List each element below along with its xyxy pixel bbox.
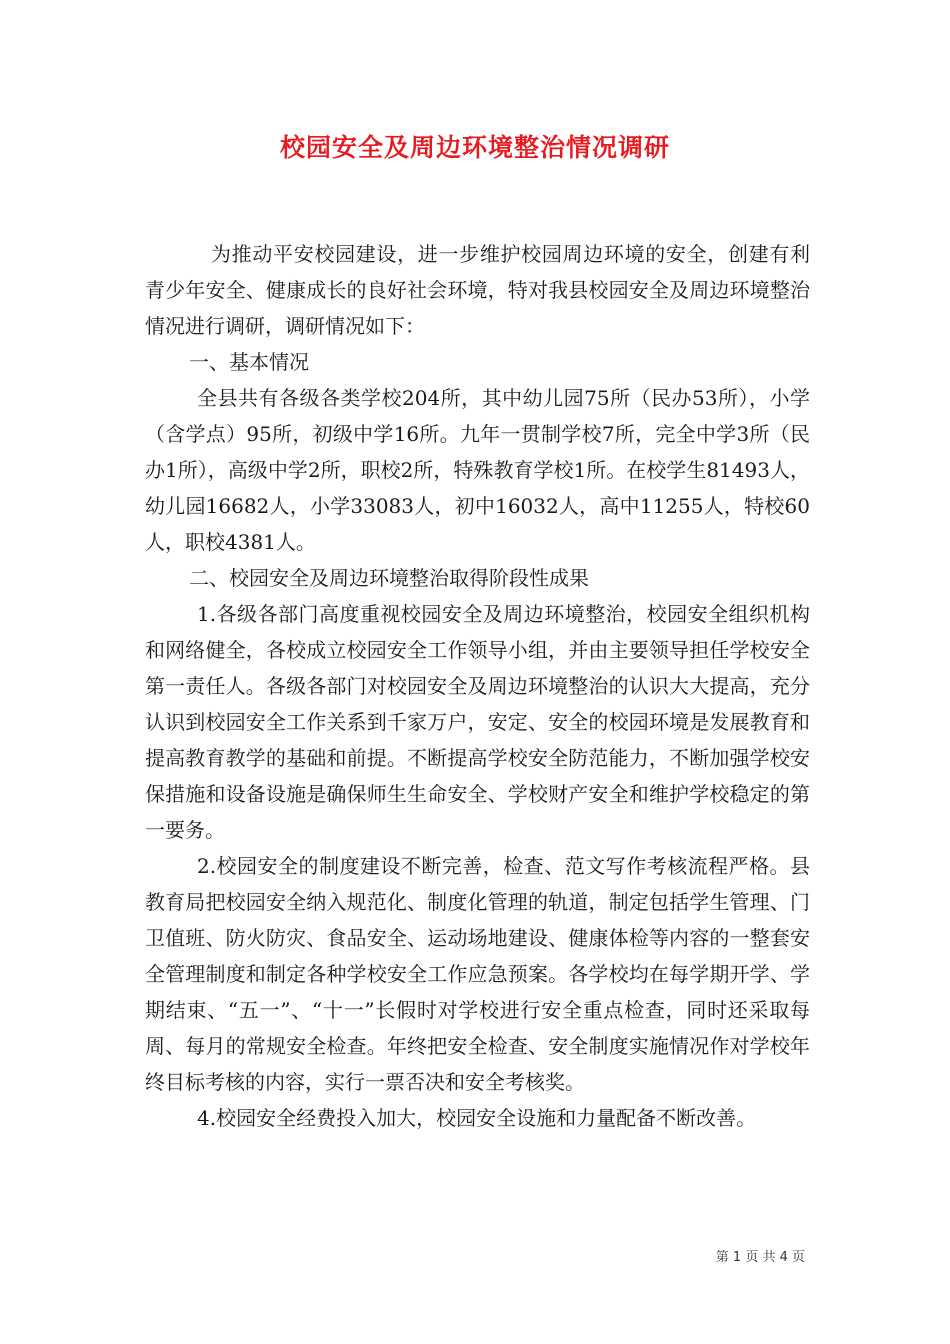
achievement-paragraph-2: 2.校园安全的制度建设不断完善，检查、范文写作考核流程严格。县教育局把校园安全纳入规范化、制度化管理的轨道，制定包括学生管理、门卫值班、防火防灾、食品安全、运动场地建设、健康体检等内容的一整套安全管理制度和制定各种学校安全工作应急预案。各学校均在每学期开学、学期结束、“五一”、“十一”长假时对学校进行安全重点检查，同时还采取每周、每月的常规安全检查。年终把安全检查、安全制度实施情况作对学校年终目标考核的内容，实行一票否决和安全考核奖。 [145, 854, 810, 1094]
intro-paragraph: 为推动平安校园建设，进一步维护校园周边环境的安全，创建有利青少年安全、健康成长的良好社会环境，特对我县校园安全及周边环境整治情况进行调研，调研情况如下： [145, 242, 810, 338]
achievement-paragraph-4: 4.校园安全经费投入加大，校园安全设施和力量配备不断改善。 [197, 1106, 757, 1130]
document-title: 校园安全及周边环境整治情况调研 [279, 133, 670, 162]
document-body [145, 236, 810, 1136]
basic-info-paragraph: 全县共有各级各类学校204所，其中幼儿园75所（民办53所），小学（含学点）95所，初级中学16所。九年一贯制学校7所，完全中学3所（民办1所），高级中学2所，职校2所，特殊教育学校1所。在校学生81493人，幼儿园16682人，小学33083人，初中16032人，高中11255人，特校60人，职校4381人。 [145, 386, 810, 554]
achievement-paragraph-1: 1.各级各部门高度重视校园安全及周边环境整治，校园安全组织机构和网络健全，各校成立校园安全工作领导小组，并由主要领导担任学校安全第一责任人。各级各部门对校园安全及周边环境整治的认识大大提高，充分认识到校园安全工作关系到千家万户，安定、安全的校园环境是发展教育和提高教育教学的基础和前提。不断提高学校安全防范能力，不断加强学校安保措施和设备设施是确保师生生命安全、学校财产安全和维护学校稳定的第一要务。 [145, 602, 810, 842]
page-number: 第 1 页 共 4 页 [715, 1250, 805, 1265]
section-heading-achievements: 二、校园安全及周边环境整治取得阶段性成果 [189, 566, 589, 590]
section-heading-basic: 一、基本情况 [189, 350, 309, 374]
